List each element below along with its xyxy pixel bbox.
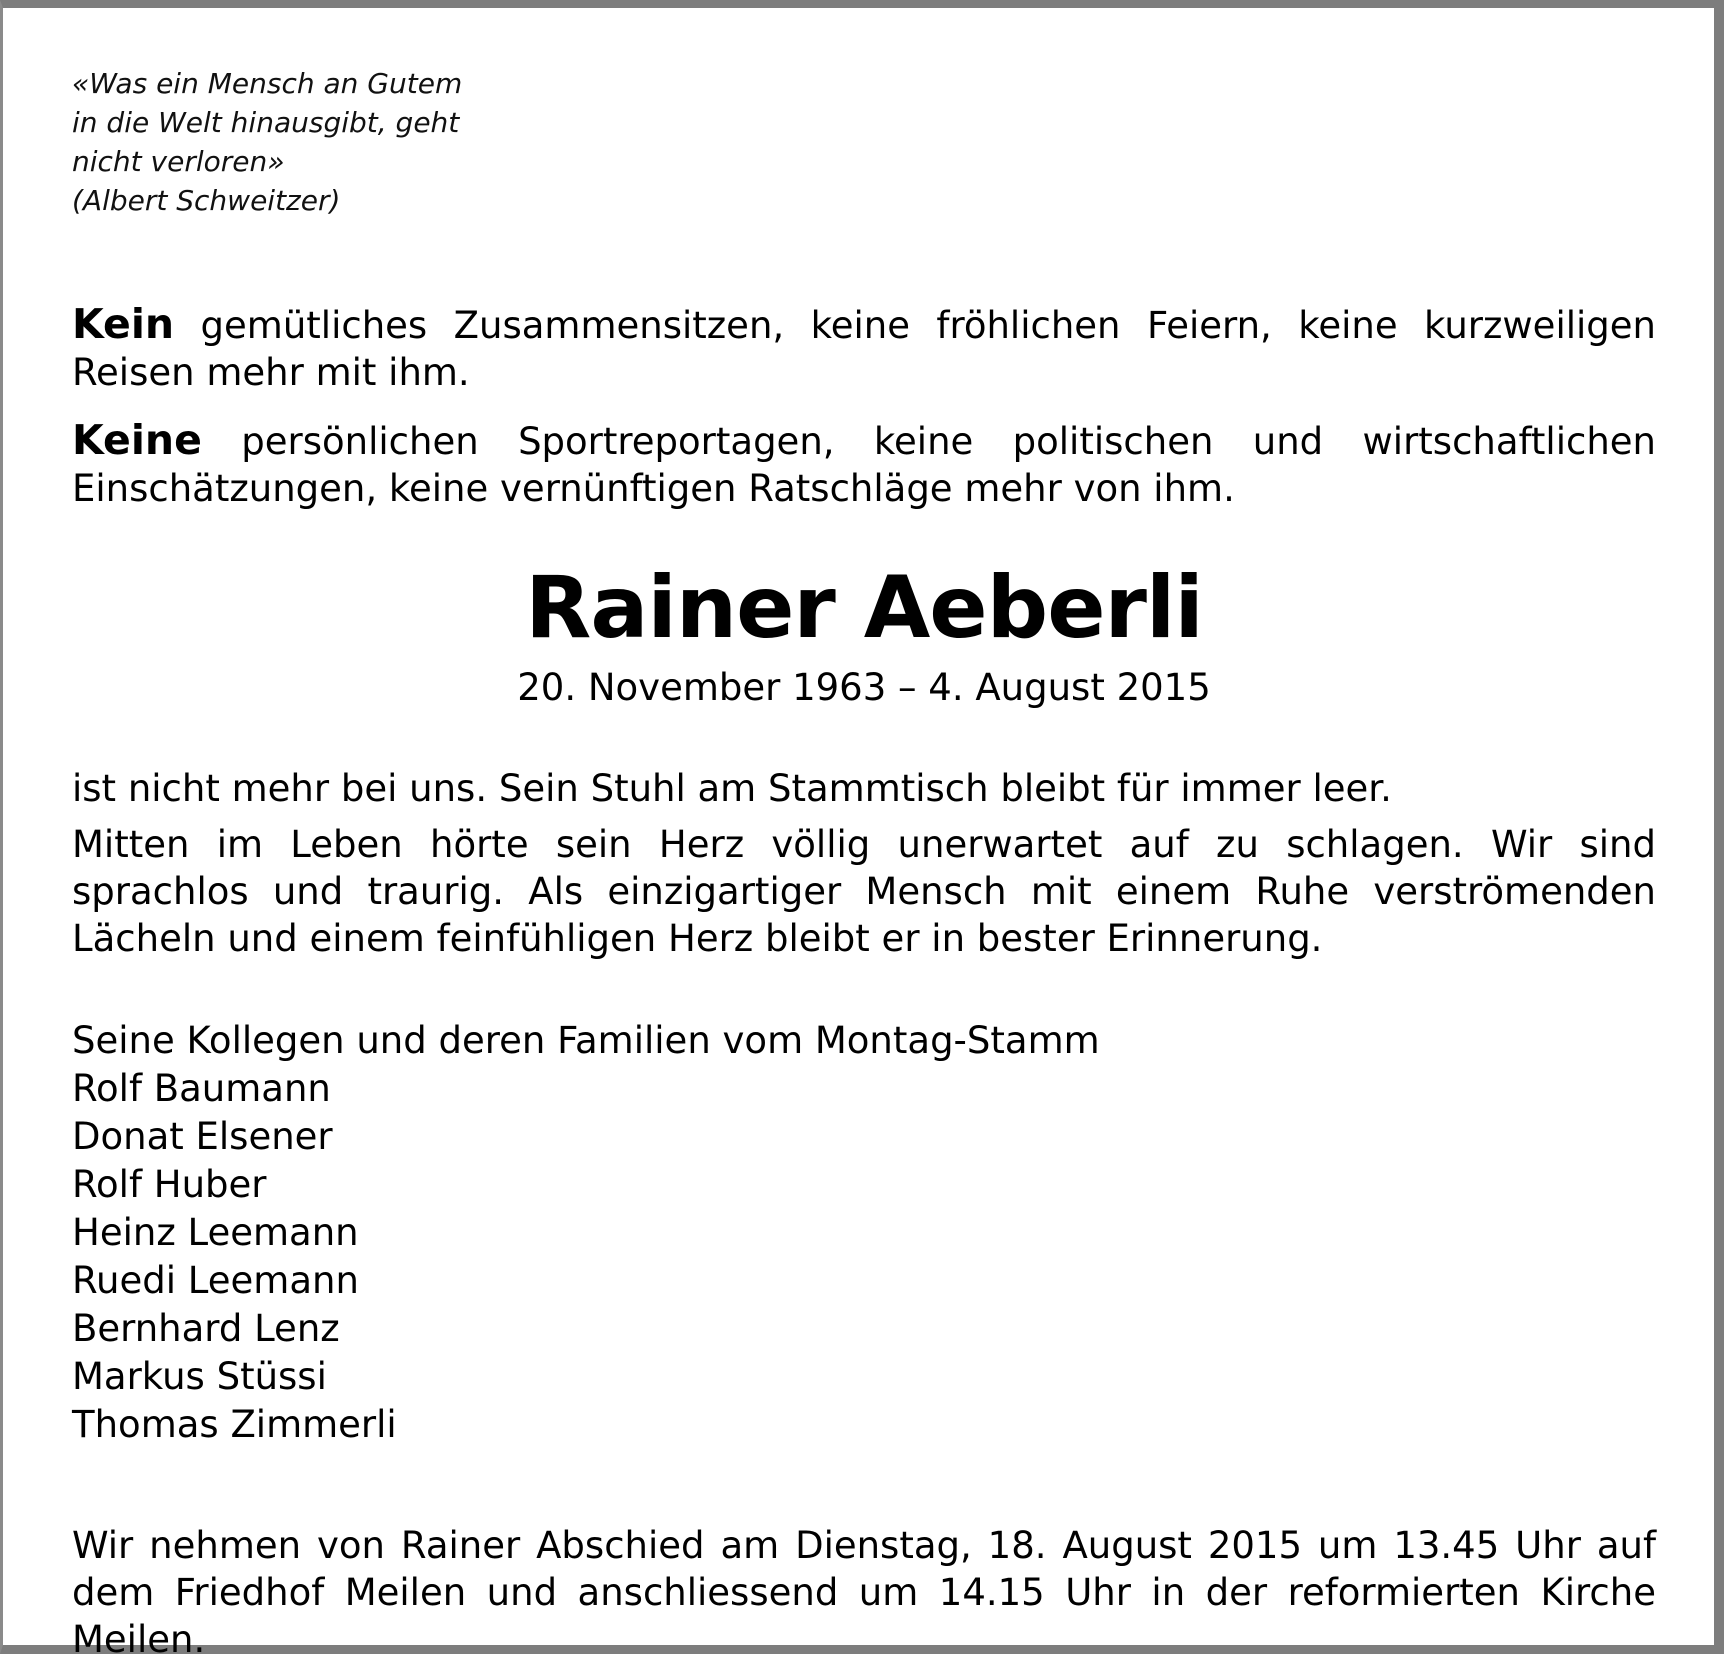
intro-text-1: gemütliches Zusammensitzen, keine fröhlichen Feiern, keine kurzweiligen Reisen mehr mit ihm.: [72, 304, 1656, 394]
signer-name: Markus Stüssi: [72, 1355, 327, 1398]
signer-name: Donat Elsener: [72, 1115, 333, 1158]
signer-name: Bernhard Lenz: [72, 1307, 340, 1350]
intro-paragraph-2: [72, 417, 1656, 512]
signer-name: Rolf Huber: [72, 1163, 267, 1206]
quote-line: «Was ein Mensch an Gutem: [72, 67, 463, 100]
quote-block: [72, 64, 1656, 220]
signer-name: Thomas Zimmerli: [72, 1403, 397, 1446]
signer-name: Heinz Leemann: [72, 1211, 359, 1254]
quote-author: (Albert Schweitzer): [72, 184, 341, 217]
deceased-dates: 20. November 1963 – 4. August 2015: [517, 666, 1211, 709]
body-paragraph-1: ist nicht mehr bei uns. Sein Stuhl am Stammtisch bleibt für immer leer.: [72, 767, 1392, 810]
deceased-name: Rainer Aeberli: [525, 558, 1203, 658]
body-paragraph-2: Mitten im Leben hörte sein Herz völlig unerwartet auf zu schlagen. Wir sind sprachlos und traurig. Als einzigartiger Mensch mit einem Ruhe verströmenden Lächeln und einem feinfühligen Herz bleibt er in bester Erinnerung.: [72, 823, 1656, 960]
signers-list: [72, 1017, 1656, 1449]
signers-heading: Seine Kollegen und deren Familien vom Montag-Stamm: [72, 1019, 1100, 1062]
intro-paragraph-1: [72, 301, 1656, 396]
quote-line: in die Welt hinausgibt, geht: [72, 106, 460, 139]
intro-text-2: persönlichen Sportreportagen, keine politischen und wirtschaftlichen Einschätzungen, keine vernünftigen Ratschläge mehr von ihm.: [72, 420, 1656, 510]
obituary-content: [72, 64, 1656, 1661]
quote-line: nicht verloren»: [72, 145, 285, 178]
intro-lead-1: Kein: [72, 300, 175, 348]
signer-name: Ruedi Leemann: [72, 1259, 359, 1302]
signer-name: Rolf Baumann: [72, 1067, 331, 1110]
farewell-paragraph: Wir nehmen von Rainer Abschied am Dienstag, 18. August 2015 um 13.45 Uhr auf dem Friedhof Meilen und anschliessend um 14.15 Uhr in der reformierten Kirche Meilen.: [72, 1524, 1656, 1661]
intro-lead-2: Keine: [72, 416, 202, 464]
